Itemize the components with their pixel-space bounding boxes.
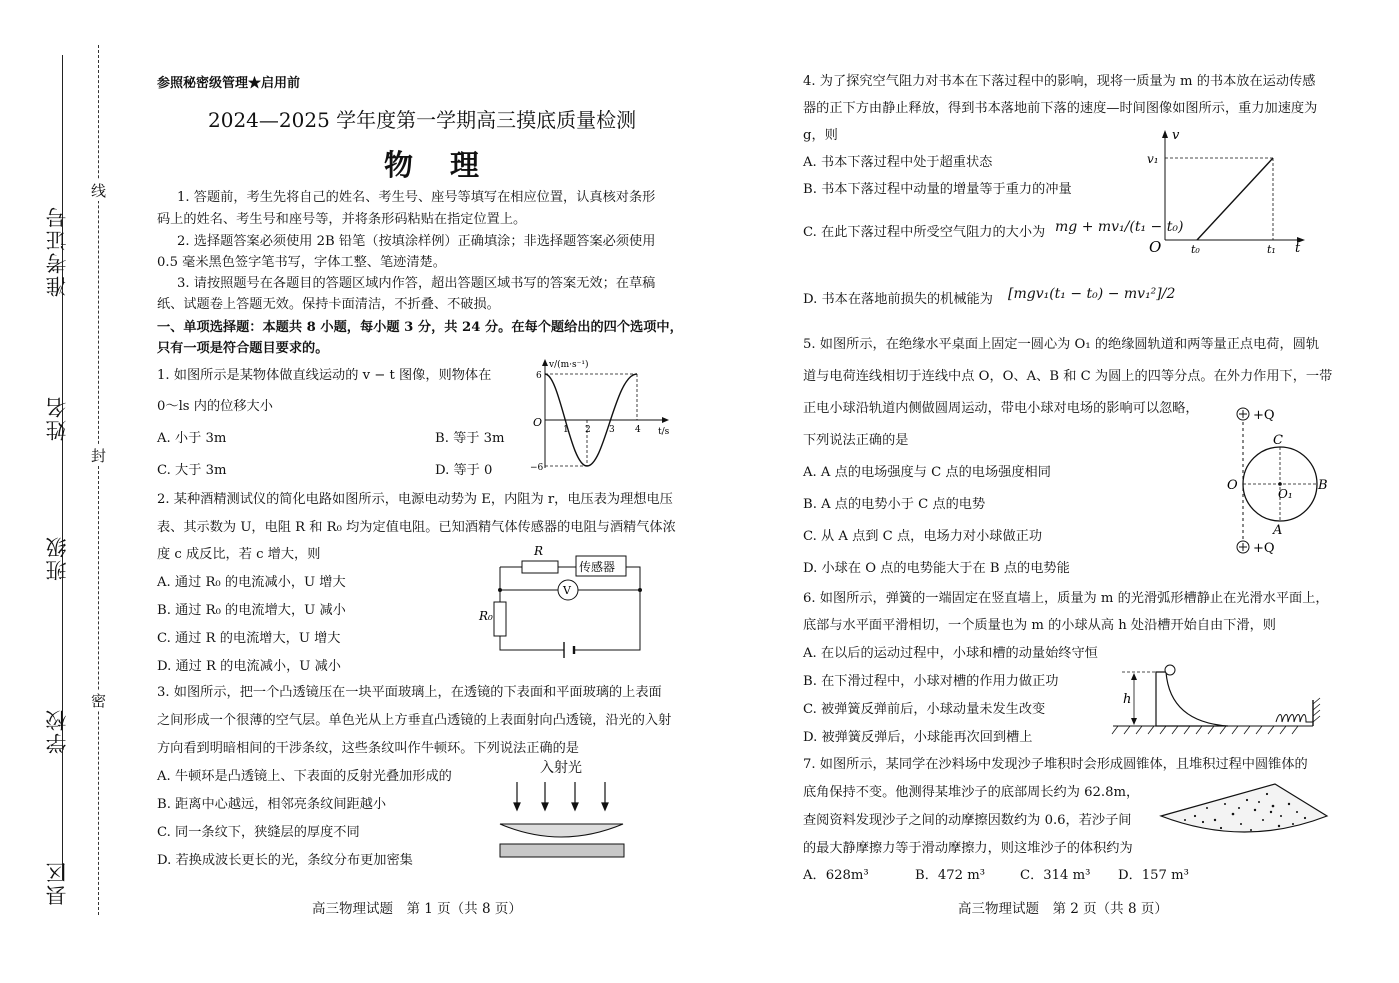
q5-label-o: O: [1227, 478, 1238, 493]
q7-option-a[interactable]: A．628m³: [803, 868, 869, 883]
subject-title: 物 理: [384, 148, 484, 182]
q7-stem-2: 底角保持不变。他测得某堆沙子的底部周长约为 62.8m，: [803, 785, 1140, 800]
q6-option-b[interactable]: B. 在下滑过程中，小球对槽的作用力做正功: [803, 674, 1059, 689]
page2-footer: 高三物理试题 第 2 页（共 8 页）: [958, 901, 1168, 917]
q4-graph-t0: t₀: [1191, 243, 1200, 255]
q3-stem-1: 3. 如图所示，把一个凸透镜压在一块平面玻璃上，在透镜的下表面和平面玻璃的上表面: [157, 685, 662, 700]
q1-option-a[interactable]: A. 小于 3m: [157, 431, 227, 446]
q1-vt-graph: [525, 356, 675, 476]
circuit-r-label: R: [534, 544, 544, 558]
notice-line-2: 码上的姓名、考生号和座号等，并将条形码粘贴在指定位置上。: [157, 212, 527, 227]
q1-stem-2: 0～ls 内的位移大小: [157, 399, 273, 414]
q7-stem-1: 7. 如图所示，某同学在沙料场中发现沙子堆积时会形成圆锥体，且堆积过程中圆锥体的: [803, 757, 1308, 772]
resistor-r0: [494, 602, 506, 636]
q5-stem-4: 下列说法正确的是: [803, 433, 909, 448]
q4-option-d[interactable]: D. 书本在落地前损失的机械能为: [803, 292, 993, 307]
q5-stem-1: 5. 如图所示，在绝缘水平桌面上固定一圆心为 O₁ 的绝缘圆轨道和两等量正点电荷，圆轨: [803, 337, 1320, 352]
q5-option-c[interactable]: C. 从 A 点到 C 点，电场力对小球做正功: [803, 529, 1043, 544]
q5-charge-top: +Q: [1253, 408, 1275, 423]
q4-option-b[interactable]: B. 书本下落过程中动量的增量等于重力的冲量: [803, 182, 1072, 197]
q1-graph-origin: O: [533, 416, 543, 429]
notice-line-6: 纸、试题卷上答题无效。保持卡面清洁，不折叠、不破损。: [157, 297, 500, 312]
q1-graph-ylabel: v/(m·s⁻¹): [549, 360, 589, 370]
q5-circle-figure: [1200, 400, 1335, 560]
q4-option-d-formula: [mgv₁(t₁ − t₀) − mv₁²]/2: [1008, 286, 1176, 302]
q6-option-c[interactable]: C. 被弹簧反弹前后，小球动量未发生改变: [803, 702, 1046, 717]
q3-stem-3: 方向看到明暗相间的干涉条纹，这些条纹叫作牛顿环。下列说法正确的是: [157, 741, 579, 756]
q1-graph-tick-1: 1: [563, 425, 569, 435]
q5-label-o1: O₁: [1278, 487, 1293, 501]
q3-option-c[interactable]: C. 同一条纹下，狭缝层的厚度不同: [157, 825, 360, 840]
q4-graph-o: O: [1149, 238, 1162, 255]
q5-label-c: C: [1273, 433, 1283, 448]
circuit-sensor-label: 传感器: [579, 560, 616, 574]
q4-vt-graph: [1145, 128, 1310, 255]
q5-label-b: B: [1318, 478, 1328, 493]
binding-dashed-line: [98, 45, 99, 915]
q4-graph-t1: t₁: [1267, 243, 1276, 255]
q7-stem-4: 的最大静摩擦力等于滑动摩擦力，则这堆沙子的体积约为: [803, 841, 1133, 856]
q1-option-c[interactable]: C. 大于 3m: [157, 463, 227, 478]
field-name: 姓名: [45, 395, 69, 441]
circuit-v-label: V: [563, 584, 571, 597]
q3-option-b[interactable]: B. 距离中心越远，相邻亮条纹间距越小: [157, 797, 387, 812]
seal-xian: 线: [91, 182, 107, 200]
q5-option-a[interactable]: A. A 点的电场强度与 C 点的电场强度相同: [803, 465, 1051, 480]
convex-lens: [500, 824, 623, 837]
q1-option-d[interactable]: D. 等于 0: [435, 463, 493, 478]
q4-graph-v: v: [1172, 128, 1180, 143]
q5-option-b[interactable]: B. A 点的电势小于 C 点的电势: [803, 497, 986, 512]
circuit-r0-label: R₀: [479, 609, 493, 623]
secret-level: 参照秘密级管理★启用前: [157, 76, 301, 91]
q2-option-c[interactable]: C. 通过 R 的电流增大，U 增大: [157, 631, 341, 646]
q6-groove-figure: [1108, 660, 1330, 738]
q4-option-c[interactable]: C. 在此下落过程中所受空气阻力的大小为: [803, 225, 1046, 240]
notice-line-5: 3. 请按照题号在各题目的答题区域内作答，超出答题区域书写的答案无效；在草稿: [177, 276, 656, 291]
q6-stem-1: 6. 如图所示，弹簧的一端固定在竖直墙上，质量为 m 的光滑弧形槽静止在光滑水平面上，: [803, 591, 1329, 606]
q3-lens-figure: [495, 780, 630, 862]
q7-option-b[interactable]: B．472 m³: [915, 868, 986, 883]
q6-label-h: h: [1123, 692, 1132, 707]
small-ball: [1165, 665, 1175, 675]
q1-option-b[interactable]: B. 等于 3m: [435, 431, 505, 446]
field-county: 县区: [45, 860, 69, 906]
q6-stem-2: 底部与水平面平滑相切，一个质量也为 m 的小球从高 h 处沿槽开始自由下滑，则: [803, 618, 1276, 633]
resistor-r: [522, 561, 558, 573]
q1-stem: 1. 如图所示是某物体做直线运动的 v − t 图像，则物体在: [157, 368, 492, 383]
q1-graph-ypos: 6: [536, 371, 542, 381]
q4-stem-3: g，则: [803, 128, 838, 143]
q7-stem-3: 查阅资料发现沙子之间的动摩擦因数约为 0.6，若沙子间: [803, 813, 1132, 828]
q3-figure-label: 入射光: [540, 760, 582, 776]
q1-graph-xlabel: t/s: [658, 427, 670, 437]
q7-sand-cone: [1155, 778, 1335, 848]
q5-stem-2: 道与电荷连线相切于连线中点 O，O、A、B 和 C 为圆上的四等分点。在外力作用下，一带: [803, 369, 1333, 384]
binding-solid-line: [62, 55, 63, 880]
page1-footer: 高三物理试题 第 1 页（共 8 页）: [312, 901, 522, 917]
exam-title: 2024—2025 学年度第一学期高三摸底质量检测: [208, 108, 637, 132]
curved-groove: [1156, 672, 1228, 726]
notice-line-3: 2. 选择题答案必须使用 2B 铅笔（按填涂样例）正确填涂；非选择题答案必须使用: [177, 234, 656, 249]
seal-mi: 密: [91, 692, 107, 710]
q4-stem-1: 4. 为了探究空气阻力对书本在下落过程中的影响，现将一质量为 m 的书本放在运动传感: [803, 74, 1316, 89]
q6-option-d[interactable]: D. 被弹簧反弹后，小球能再次回到槽上: [803, 730, 1033, 745]
q2-stem-1: 2. 某种酒精测试仪的简化电路如图所示，电源电动势为 E，内阻为 r，电压表为理想电压: [157, 492, 673, 507]
q1-graph-tick-3: 3: [609, 425, 615, 435]
q2-stem-2: 表、其示数为 U，电阻 R 和 R₀ 均为定值电阻。已知酒精气体传感器的电阻与酒精气体浓: [157, 520, 676, 535]
field-exam-number: 准考证号: [45, 205, 69, 297]
q1-graph-yneg: −6: [530, 463, 544, 473]
q4-stem-2: 器的正下方由静止释放，得到书本落地前下落的速度—时间图像如图所示，重力加速度为: [803, 101, 1318, 116]
q5-stem-3: 正电小球沿轨道内侧做圆周运动，带电小球对电场的影响可以忽略，: [803, 401, 1199, 416]
q6-option-a[interactable]: A. 在以后的运动过程中，小球和槽的动量始终守恒: [803, 646, 1098, 661]
spring: [1276, 715, 1313, 723]
q4-option-a[interactable]: A. 书本下落过程中处于超重状态: [803, 155, 993, 170]
notice-line-4: 0.5 毫米黑色签字笔书写，字体工整、笔迹清楚。: [157, 255, 446, 270]
q4-graph-t: t: [1295, 241, 1301, 255]
q7-option-d[interactable]: D．157 m³: [1118, 868, 1189, 883]
q4-option-c-formula: mg + mv₁/(t₁ − t₀): [1055, 219, 1184, 235]
q4-graph-v1: v₁: [1147, 152, 1159, 166]
q3-stem-2: 之间形成一个很薄的空气层。单色光从上方垂直凸透镜的上表面射向凸透镜，沿光的入射: [157, 713, 672, 728]
q3-option-a[interactable]: A. 牛顿环是凸透镜上、下表面的反射光叠加形成的: [157, 769, 452, 784]
notice-line-1: 1. 答题前，考生先将自己的姓名、考生号、座号等填写在相应位置，认真核对条形: [177, 190, 656, 205]
q1-graph-tick-2: 2: [585, 425, 591, 435]
q2-option-d[interactable]: D. 通过 R 的电流减小，U 减小: [157, 659, 341, 674]
q5-charge-bottom: +Q: [1253, 541, 1275, 556]
q3-option-d[interactable]: D. 若换成波长更长的光，条纹分布更加密集: [157, 853, 413, 868]
section1-heading: 一、单项选择题：本题共 8 小题，每小题 3 分，共 24 分。在每个题给出的四个选项中，: [157, 320, 683, 335]
field-class: 班级: [45, 535, 69, 581]
q5-label-a: A: [1273, 523, 1283, 538]
q2-stem-3: 度 c 成反比，若 c 增大，则: [157, 547, 321, 562]
seal-feng: 封: [91, 447, 107, 465]
q2-option-a[interactable]: A. 通过 R₀ 的电流减小，U 增大: [157, 575, 346, 590]
field-school: 学校: [45, 708, 69, 754]
section1-heading-2: 只有一项是符合题目要求的。: [157, 341, 329, 356]
q1-graph-tick-4: 4: [635, 425, 641, 435]
flat-glass: [500, 844, 624, 857]
q2-circuit: [476, 540, 646, 665]
q7-option-c[interactable]: C．314 m³: [1020, 868, 1091, 883]
q5-option-d[interactable]: D. 小球在 O 点的电势能大于在 B 点的电势能: [803, 561, 1070, 576]
q2-option-b[interactable]: B. 通过 R₀ 的电流增大，U 减小: [157, 603, 346, 618]
